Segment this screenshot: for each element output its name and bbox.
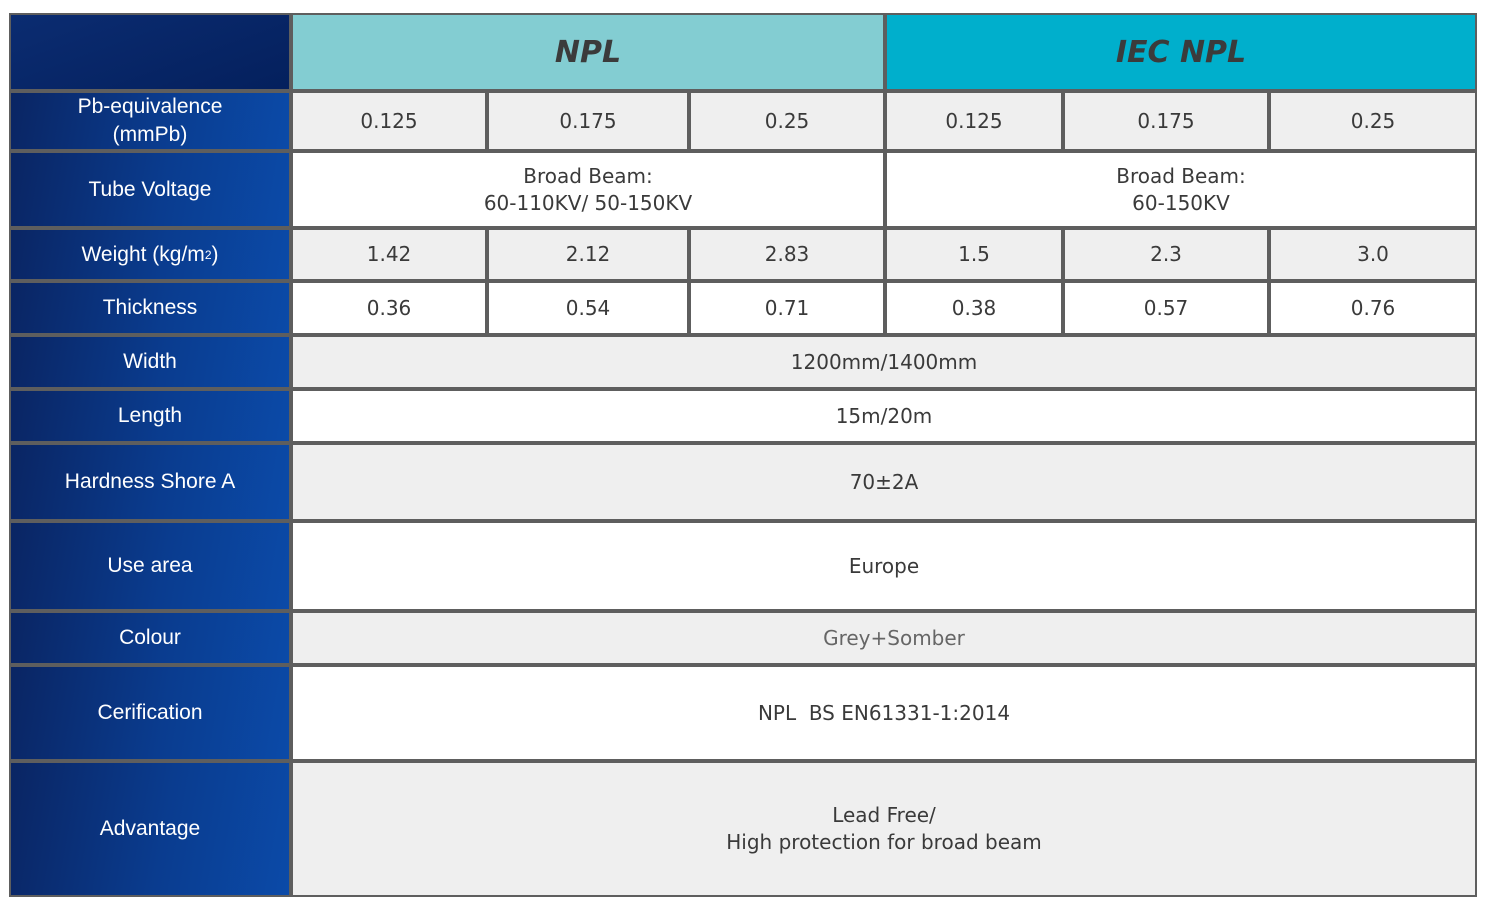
colour-value: Grey+Somber bbox=[293, 613, 1475, 663]
weight-iec-2: 2.3 bbox=[1065, 230, 1267, 279]
width-value: 1200mm/1400mm bbox=[293, 337, 1475, 387]
weight-label-text: Weight (kg/m bbox=[81, 242, 205, 266]
thickness-iec-3: 0.76 bbox=[1271, 283, 1475, 333]
length-value: 15m/20m bbox=[293, 391, 1475, 441]
row-label-length: Length bbox=[11, 391, 289, 441]
pb-npl-1: 0.125 bbox=[293, 93, 485, 149]
weight-npl-2: 2.12 bbox=[489, 230, 687, 279]
thickness-iec-2: 0.57 bbox=[1065, 283, 1267, 333]
iec-npl-group-header: IEC NPL bbox=[887, 15, 1475, 89]
tube-voltage-iec: Broad Beam: 60-150KV bbox=[887, 153, 1475, 226]
weight-iec-1: 1.5 bbox=[887, 230, 1061, 279]
pb-iec-2: 0.175 bbox=[1065, 93, 1267, 149]
pb-iec-1: 0.125 bbox=[887, 93, 1061, 149]
row-label-use-area: Use area bbox=[11, 523, 289, 609]
row-label-tube-voltage: Tube Voltage bbox=[11, 153, 289, 226]
weight-npl-3: 2.83 bbox=[691, 230, 883, 279]
spec-table bbox=[9, 13, 1477, 897]
use-area-value: Europe bbox=[293, 523, 1475, 609]
thickness-npl-3: 0.71 bbox=[691, 283, 883, 333]
certification-value: NPL BS EN61331-1:2014 bbox=[293, 667, 1475, 759]
row-label-colour: Colour bbox=[11, 613, 289, 663]
pb-npl-2: 0.175 bbox=[489, 93, 687, 149]
thickness-npl-2: 0.54 bbox=[489, 283, 687, 333]
thickness-npl-1: 0.36 bbox=[293, 283, 485, 333]
weight-npl-1: 1.42 bbox=[293, 230, 485, 279]
npl-group-header: NPL bbox=[293, 15, 883, 89]
advantage-value: Lead Free/ High protection for broad beam bbox=[293, 763, 1475, 895]
pb-iec-3: 0.25 bbox=[1271, 93, 1475, 149]
row-label-thickness: Thickness bbox=[11, 283, 289, 333]
row-label-pb-equivalence: Pb-equivalence (mmPb) bbox=[11, 93, 289, 149]
thickness-iec-1: 0.38 bbox=[887, 283, 1061, 333]
row-label-weight: Weight (kg/m 2 ) bbox=[11, 230, 289, 279]
row-label-advantage: Advantage bbox=[11, 763, 289, 895]
row-label-width: Width bbox=[11, 337, 289, 387]
hardness-value: 70±2A bbox=[293, 445, 1475, 519]
weight-label-end: ) bbox=[211, 242, 219, 266]
row-label-certification: Cerification bbox=[11, 667, 289, 759]
tube-voltage-npl: Broad Beam: 60-110KV/ 50-150KV bbox=[293, 153, 883, 226]
weight-iec-3: 3.0 bbox=[1271, 230, 1475, 279]
row-label-hardness: Hardness Shore A bbox=[11, 445, 289, 519]
table-corner bbox=[11, 15, 289, 89]
pb-npl-3: 0.25 bbox=[691, 93, 883, 149]
